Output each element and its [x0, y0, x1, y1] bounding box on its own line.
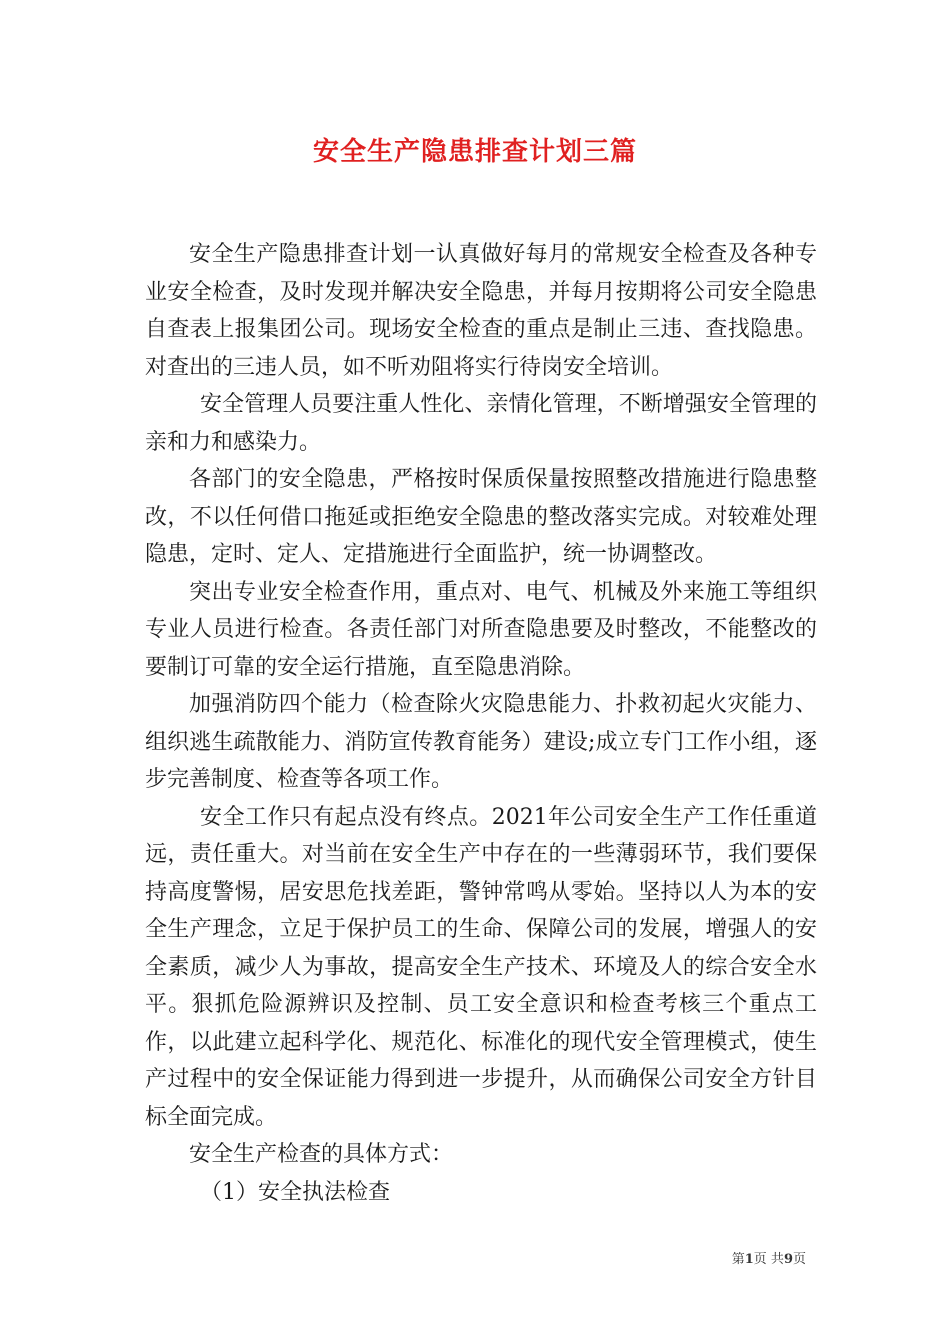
paragraph: 各部门的安全隐患，严格按时保质保量按照整改措施进行隐患整改，不以任何借口拖延或拒绝安全隐患的整改落实完成。对较难处理隐患，定时、定人、定措施进行全面监护，统一协调整改。 [145, 467, 817, 567]
page-title: 安全生产隐患排查计划三篇 [312, 137, 637, 167]
page-footer [732, 1248, 806, 1267]
paragraph: 安全管理人员要注重人性化、亲情化管理，不断增强安全管理的亲和力和感染力。 [145, 392, 817, 455]
paragraph: 加强消防四个能力（检查除火灾隐患能力、扑救初起火灾能力、组织逃生疏散能力、消防宣传教育能务）建设;成立专门工作小组，逐步完善制度、检查等各项工作。 [145, 692, 817, 792]
current-page-number: 1 [744, 1252, 754, 1267]
footer-prefix: 第 [731, 1252, 745, 1267]
paragraph: 突出专业安全检查作用，重点对、电气、机械及外来施工等组织专业人员进行检查。各责任部门对所查隐患要及时整改，不能整改的要制订可靠的安全运行措施，直至隐患消除。 [145, 579, 817, 680]
footer-suffix: 页 [792, 1252, 806, 1267]
list-item: （1）安全执法检查 [200, 1179, 390, 1205]
total-pages-number: 9 [783, 1252, 793, 1267]
paragraph: 安全生产隐患排查计划一认真做好每月的常规安全检查及各种专业安全检查，及时发现并解决安全隐患，并每月按期将公司安全隐患自查表上报集团公司。现场安全检查的重点是制止三违、查找隐患。对查出的三违人员，如不听劝阻将实行待岗安全培训。 [145, 242, 817, 380]
document-body [145, 236, 817, 1211]
footer-middle: 页 共 [753, 1252, 784, 1267]
paragraph: 安全工作只有起点没有终点。2021年公司安全生产工作任重道远，责任重大。对当前在安全生产中存在的一些薄弱环节，我们要保持高度警惕，居安思危找差距，警钟常鸣从零始。坚持以人为本的安全生产理念，立足于保护员工的生命、保障公司的发展，增强人的安全素质，减少人为事故，提高安全生产技术、环境及人的综合安全水平。狠抓危险源辨识及控制、员工安全意识和检查考核三个重点工作，以此建立起科学化、规范化、标准化的现代安全管理模式，使生产过程中的安全保证能力得到进一步提升，从而确保公司安全方针目标全面完成。 [145, 804, 817, 1130]
paragraph: 安全生产检查的具体方式： [189, 1142, 454, 1167]
